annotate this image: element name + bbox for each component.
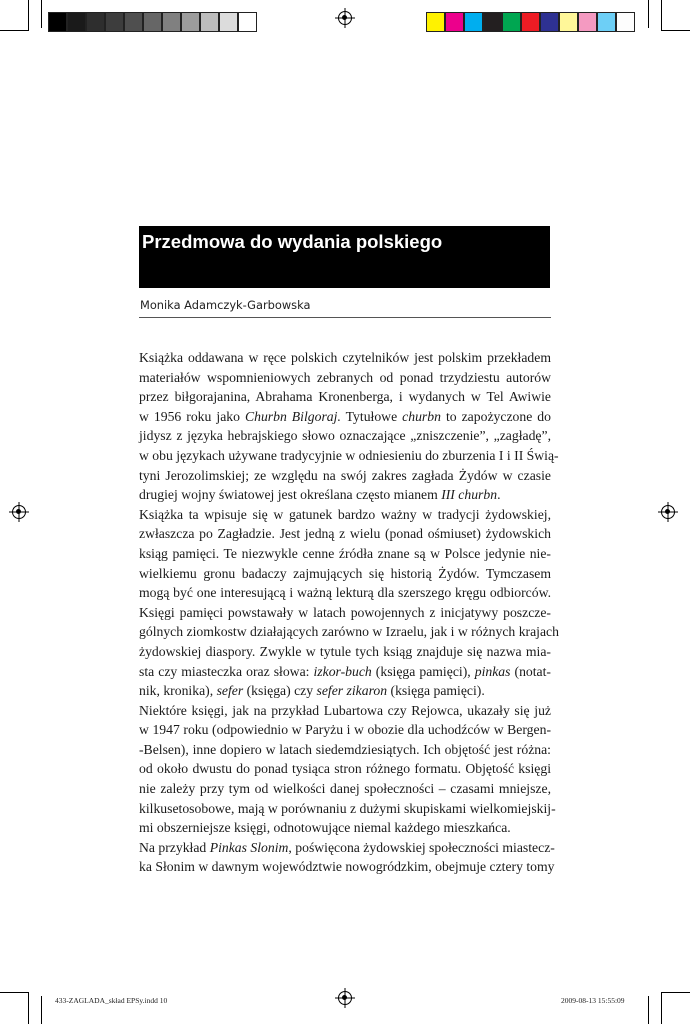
text-line: w 1947 roku (odpowiednio w Paryżu i w obozie dla uchodźców w Bergen-: [139, 722, 551, 738]
text-line: w obu językach używane tradycyjnie w odniesieniu do zburzenia I i II Świą-: [139, 447, 559, 463]
chapter-title-box: [139, 226, 550, 288]
color-swatch: [238, 12, 257, 32]
divider: [139, 317, 551, 318]
text-segment: .: [497, 487, 501, 503]
text-segment: Tytułowe: [340, 408, 403, 424]
text-segment: to zapożyczone do: [440, 408, 551, 424]
color-swatch: [464, 12, 483, 32]
text-line: przez biłgorajanina, Abrahama Kronenberga, i wydanych w Tel Awiwie: [139, 389, 551, 405]
text-segment: sta czy miasteczka oraz słowa:: [139, 663, 314, 679]
text-line: Księgi pamięci powstawały w latach powojennych z inicjatywy poszcze-: [139, 604, 551, 620]
color-swatch: [181, 12, 200, 32]
paragraph: [139, 505, 559, 701]
color-swatch: [86, 12, 105, 32]
text-line: wielkiemu gronu badaczy zajmujących się historią Żydów. Tymczasem: [139, 565, 551, 581]
color-swatch: [559, 12, 578, 32]
text-line: [139, 838, 555, 858]
grayscale-bar: [48, 12, 257, 32]
text-line: [139, 407, 551, 427]
color-swatch: [48, 12, 67, 32]
crop-mark: [0, 30, 28, 31]
text-segment: , poświęcona żydowskiej społeczności miastecz-: [288, 839, 555, 855]
italic-term: Churbn Bilgoraj.: [244, 408, 341, 424]
text-line: [139, 485, 551, 505]
text-line: ka Słonim w dawnym województwie nowogródzkim, obejmuje cztery tomy: [139, 859, 555, 875]
chapter-author: Monika Adamczyk-Garbowska: [140, 298, 311, 312]
crop-mark: [661, 0, 662, 31]
text-line: mi obszerniejsze księgi, odnotowujące niemal każdego mieszkańca.: [139, 820, 511, 836]
italic-term: izkor-buch: [313, 663, 372, 679]
color-bar: [426, 12, 635, 32]
text-line: Niektóre księgi, jak na przykład Lubartowa czy Rejowca, ukazały się już: [139, 702, 551, 718]
italic-term: III churbn: [441, 487, 498, 503]
text-line: materiałów wspomnieniowych zebranych od ponad trzydziestu autorów: [139, 369, 551, 385]
text-line: tyni Jerozolimskiej; ze względu na swój zakres zagłada Żydów w czasie: [139, 467, 551, 483]
color-swatch: [124, 12, 143, 32]
slug-filename: 433-ZAGLADA_skład EPSy.indd 10: [55, 996, 168, 1005]
text-line: jidysz z języka hebrajskiego słowo oznaczające „zniszczenie”, „zagładę”,: [139, 428, 551, 444]
text-segment: (księga) czy: [243, 683, 317, 699]
crop-mark: [662, 30, 690, 31]
text-line: nie zależy przy tym od wielkości danej społeczności – czasami mniejsze,: [139, 781, 551, 797]
color-swatch: [578, 12, 597, 32]
text-line: mogą być one interesującą i ważną lekturą dla szerszego kręgu odbiorców.: [139, 585, 551, 601]
color-swatch: [597, 12, 616, 32]
text-line: gólnych ziomkostw działających zarówno w Izraelu, jak i w różnych krajach: [139, 624, 559, 640]
crop-mark: [41, 0, 42, 28]
text-segment: (księga pamięci).: [387, 683, 485, 699]
crop-mark: [648, 996, 649, 1024]
crop-mark: [28, 992, 29, 1024]
registration-mark-icon: [338, 991, 352, 1005]
text-line: [139, 681, 551, 701]
text-line: -Belsen), inne dopiero w latach siedemdziesiątych. Ich objętość jest różna:: [139, 741, 551, 757]
italic-term: Pinkas Slonim: [209, 839, 289, 855]
registration-mark-icon: [12, 505, 26, 519]
chapter-title: Przedmowa do wydania polskiego: [142, 231, 443, 252]
text-segment: (notat-: [510, 663, 551, 679]
text-segment: nik, kronika),: [139, 683, 217, 699]
color-swatch: [67, 12, 86, 32]
color-swatch: [200, 12, 219, 32]
color-swatch: [105, 12, 124, 32]
text-line: zwłaszcza po Zagładzie. Jest jedną z wielu (ponad ośmiuset) żydowskich: [139, 526, 551, 542]
text-segment: w 1956 roku jako: [139, 408, 245, 424]
text-segment: Na przykład: [139, 839, 210, 855]
crop-mark: [661, 992, 662, 1024]
italic-term: churbn: [402, 408, 441, 424]
registration-mark-icon: [661, 505, 675, 519]
text-segment: (księga pamięci),: [371, 663, 475, 679]
text-segment: drugiej wojny światowej jest określana często mianem: [139, 487, 442, 503]
color-swatch: [521, 12, 540, 32]
text-line: Książka ta wpisuje się w gatunek bardzo ważny w tradycji żydowskiej,: [139, 506, 551, 522]
text-line: żydowskiej diaspory. Zwykle w tytule tych ksiąg znajduje się nazwa mia-: [139, 643, 551, 659]
crop-mark: [662, 992, 690, 993]
body-text: [139, 348, 559, 877]
color-swatch: [616, 12, 635, 32]
registration-mark-icon: [338, 11, 352, 25]
color-swatch: [162, 12, 181, 32]
paragraph: [139, 838, 555, 877]
text-line: Książka oddawana w ręce polskich czytelników jest polskim przekładem: [139, 350, 551, 365]
color-swatch: [540, 12, 559, 32]
color-swatch: [219, 12, 238, 32]
color-swatch: [483, 12, 502, 32]
text-line: ksiąg pamięci. Te niezwykle cenne źródła znane są w Polsce jedynie nie-: [139, 545, 551, 561]
color-swatch: [445, 12, 464, 32]
crop-mark: [648, 0, 649, 28]
text-line: [139, 662, 551, 682]
slug-timestamp: 2009-08-13 15:55:09: [561, 996, 625, 1005]
text-line: od około dwustu do ponad tysiąca stron różnego formatu. Objętość księgi: [139, 761, 551, 777]
italic-term: pinkas: [474, 663, 511, 679]
crop-mark: [0, 992, 28, 993]
crop-mark: [41, 996, 42, 1024]
italic-term: sefer zikaron: [316, 683, 388, 699]
crop-mark: [28, 0, 29, 31]
paragraph: [139, 348, 559, 505]
color-swatch: [143, 12, 162, 32]
color-swatch: [502, 12, 521, 32]
italic-term: sefer: [216, 683, 244, 699]
text-line: kilkusetosobowe, mają w porównaniu z dużymi skupiskami wielkomiejskij-: [139, 800, 556, 816]
paragraph: [139, 701, 556, 838]
color-swatch: [426, 12, 445, 32]
